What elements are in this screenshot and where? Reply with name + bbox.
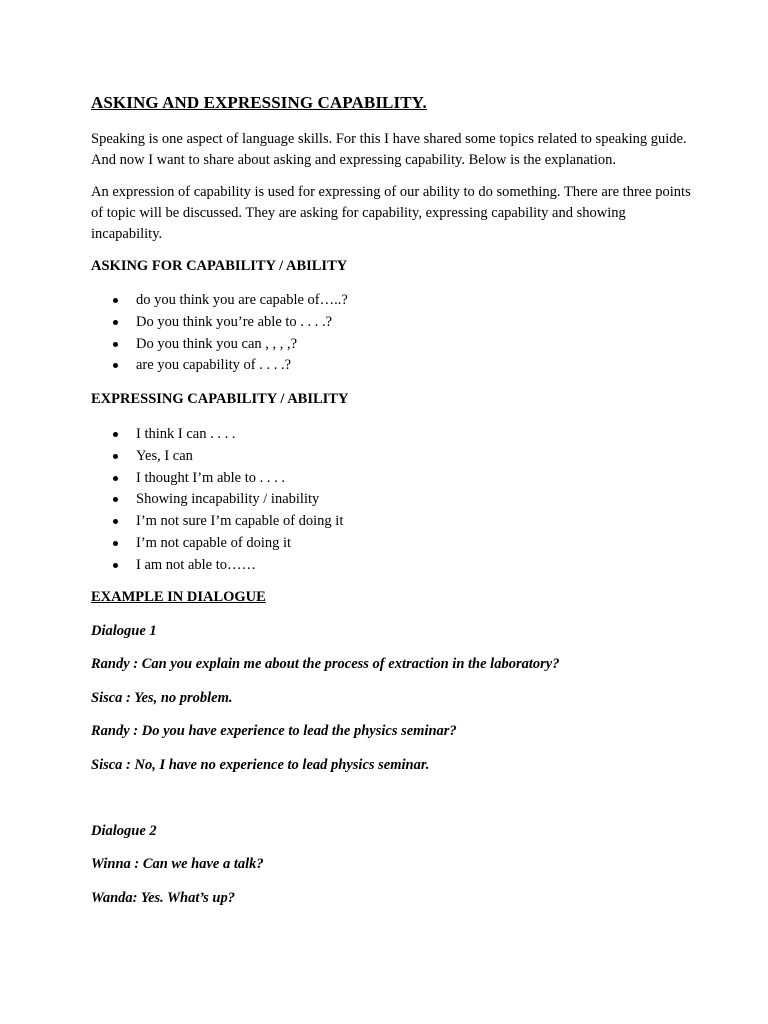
bullet-icon bbox=[113, 342, 118, 347]
list-item bbox=[91, 355, 348, 377]
list-item-text: I think I can . . . . bbox=[136, 426, 236, 442]
list-item-text: I’m not sure I’m capable of doing it bbox=[136, 513, 344, 530]
dialogue-line: Winna : Can we have a talk? bbox=[91, 856, 264, 872]
list-item bbox=[91, 334, 348, 356]
list-item-text: I thought I’m able to . . . . bbox=[136, 469, 286, 486]
list-item bbox=[91, 312, 348, 334]
asking-heading: ASKING FOR CAPABILITY / ABILITY bbox=[91, 258, 348, 274]
list-item bbox=[91, 533, 343, 555]
bullet-icon bbox=[113, 320, 118, 325]
asking-list bbox=[91, 290, 348, 377]
dialogue-1-label: Dialogue 1 bbox=[91, 623, 157, 639]
list-item-text: are you capability of . . . .? bbox=[136, 357, 292, 374]
bullet-icon bbox=[113, 563, 118, 568]
list-item bbox=[91, 290, 348, 312]
bullet-icon bbox=[113, 454, 118, 459]
bullet-icon bbox=[113, 476, 118, 481]
list-item-text: Do you think you’re able to . . . .? bbox=[136, 313, 333, 330]
example-heading: EXAMPLE IN DIALOGUE bbox=[91, 589, 266, 605]
dialogue-2-label: Dialogue 2 bbox=[91, 823, 157, 839]
dialogue-line: Randy : Can you explain me about the process of extraction in the laboratory? bbox=[91, 656, 560, 672]
dialogue-line: Randy : Do you have experience to lead the physics seminar? bbox=[91, 723, 457, 739]
list-item-text: I am not able to…… bbox=[136, 556, 257, 573]
bullet-icon bbox=[113, 519, 118, 524]
dialogue-line: Wanda: Yes. What’s up? bbox=[91, 890, 235, 906]
list-item-text: do you think you are capable of…..? bbox=[136, 292, 348, 308]
list-item-text: I’m not capable of doing it bbox=[136, 534, 292, 551]
dialogue-line: Sisca : Yes, no problem. bbox=[91, 690, 233, 706]
list-item-text: Yes, I can bbox=[136, 447, 193, 464]
document-title: ASKING AND EXPRESSING CAPABILITY. bbox=[91, 93, 427, 112]
explanation-paragraph: An expression of capability is used for expressing of our ability to do something. There are three points of topic will be discussed. They are asking for capability, expressing capability and showing incapability. bbox=[91, 184, 691, 242]
list-item bbox=[91, 511, 343, 533]
expressing-heading: EXPRESSING CAPABILITY / ABILITY bbox=[91, 391, 349, 407]
list-item-text: Do you think you can , , , ,? bbox=[136, 335, 298, 352]
list-item bbox=[91, 446, 343, 468]
bullet-icon bbox=[113, 541, 118, 546]
dialogue-line: Sisca : No, I have no experience to lead physics seminar. bbox=[91, 757, 430, 773]
list-item bbox=[91, 555, 343, 577]
bullet-icon bbox=[113, 298, 118, 303]
expressing-list bbox=[91, 424, 343, 577]
list-item bbox=[91, 489, 343, 511]
bullet-icon bbox=[113, 497, 118, 502]
list-item bbox=[91, 424, 343, 446]
list-item bbox=[91, 468, 343, 490]
list-item-text: Showing incapability / inability bbox=[136, 491, 320, 508]
bullet-icon bbox=[113, 432, 118, 437]
bullet-icon bbox=[113, 363, 118, 368]
intro-paragraph: Speaking is one aspect of language skills. For this I have shared some topics related to speaking guide. And now I want to share about asking and expressing capability. Below is the explanation. bbox=[91, 131, 687, 168]
